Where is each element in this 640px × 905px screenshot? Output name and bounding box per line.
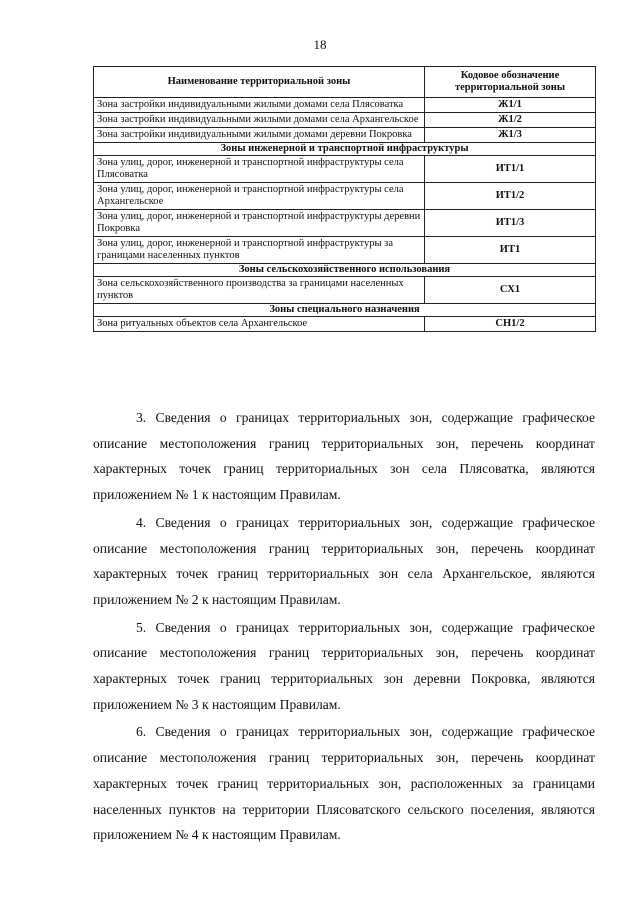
- header-zone-code: Кодовое обозначение территориальной зоны: [425, 67, 596, 98]
- zone-name-cell: Зона улиц, дорог, инженерной и транспортной инфраструктуры села Плясоватка: [94, 156, 425, 183]
- zones-table-body: [94, 98, 596, 332]
- section-row: [94, 264, 596, 277]
- zone-name-cell: Зона застройки индивидуальными жилыми домами села Плясоватка: [94, 98, 425, 113]
- section-title: Зоны специального назначения: [94, 304, 596, 317]
- zone-name-cell: Зона сельскохозяйственного производства за границами населенных пунктов: [94, 277, 425, 304]
- zone-code-cell: ИТ1/1: [425, 156, 596, 183]
- table-row: [94, 113, 596, 128]
- table-row: [94, 317, 596, 332]
- table-header-row: [94, 67, 596, 98]
- zone-code-cell: Ж1/2: [425, 113, 596, 128]
- zone-name-cell: Зона улиц, дорог, инженерной и транспортной инфраструктуры деревни Покровка: [94, 210, 425, 237]
- section-title: Зоны инженерной и транспортной инфраструктуры: [94, 143, 596, 156]
- table-row: [94, 98, 596, 113]
- paragraph: 5. Сведения о границах территориальных зон, содержащие графическое описание местоположения границ территориальных зон, перечень координат характерных точек границ территориальных зон деревни Покровка, являются приложением № 3 к настоящим Правилам.: [93, 619, 595, 712]
- zone-name-cell: Зона улиц, дорог, инженерной и транспортной инфраструктуры за границами населенных пунктов: [94, 237, 425, 264]
- paragraph: 4. Сведения о границах территориальных зон, содержащие графическое описание местоположения границ территориальных зон, перечень координат характерных точек границ территориальных зон села Архангельское, являются приложением № 2 к настоящим Правилам.: [93, 514, 595, 607]
- zones-table: [93, 66, 596, 332]
- page-number: 18: [313, 37, 327, 52]
- section-row: [94, 143, 596, 156]
- header-zone-name: Наименование территориальной зоны: [94, 67, 425, 98]
- zone-code-cell: Ж1/1: [425, 98, 596, 113]
- table-row: [94, 237, 596, 264]
- zone-code-cell: СХ1: [425, 277, 596, 304]
- table-row: [94, 183, 596, 210]
- paragraph: 6. Сведения о границах территориальных зон, содержащие графическое описание местоположения границ территориальных зон, перечень координат характерных точек границ территориальных зон, расположенных за границами населенных пунктов на территории Плясоватского сельского поселения, являются приложением № 4 к настоящим Правилам.: [93, 724, 595, 843]
- body-text: [93, 405, 595, 850]
- zone-code-cell: ИТ1/3: [425, 210, 596, 237]
- zone-code-cell: ИТ1/2: [425, 183, 596, 210]
- zone-name-cell: Зона ритуальных объектов села Архангельское: [94, 317, 425, 332]
- zone-code-cell: ИТ1: [425, 237, 596, 264]
- paragraph: 3. Сведения о границах территориальных зон, содержащие графическое описание местоположения границ территориальных зон, перечень координат характерных точек границ территориальных зон села Плясоватка, являются приложением № 1 к настоящим Правилам.: [93, 410, 595, 503]
- zone-code-cell: Ж1/3: [425, 128, 596, 143]
- zone-name-cell: Зона застройки индивидуальными жилыми домами села Архангельское: [94, 113, 425, 128]
- zone-name-cell: Зона застройки индивидуальными жилыми домами деревни Покровка: [94, 128, 425, 143]
- table-row: [94, 210, 596, 237]
- section-title: Зоны сельскохозяйственного использования: [94, 264, 596, 277]
- table-row: [94, 277, 596, 304]
- zone-code-cell: СН1/2: [425, 317, 596, 332]
- table-row: [94, 128, 596, 143]
- zone-name-cell: Зона улиц, дорог, инженерной и транспортной инфраструктуры села Архангельское: [94, 183, 425, 210]
- section-row: [94, 304, 596, 317]
- table-row: [94, 156, 596, 183]
